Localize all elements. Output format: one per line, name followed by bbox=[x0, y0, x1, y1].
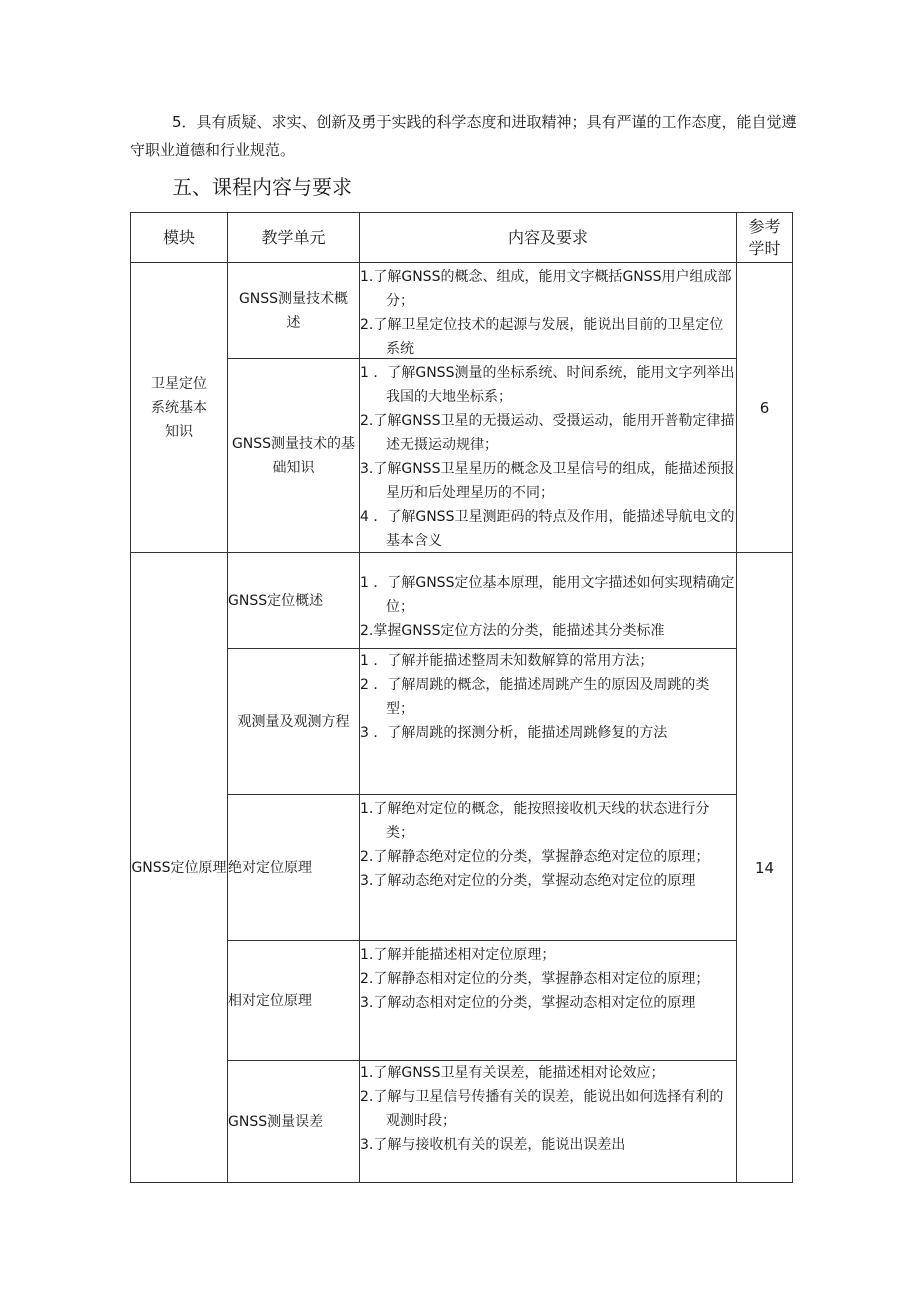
requirement-item: 2.了解与卫星信号传播有关的误差，能说出如何选择有利的观测时段； bbox=[360, 1089, 724, 1129]
table-row bbox=[131, 359, 793, 553]
unit-name: GNSS定位概述 bbox=[228, 553, 360, 649]
module-hours: 14 bbox=[737, 553, 793, 1183]
header-content: 内容及要求 bbox=[360, 213, 737, 263]
table-row bbox=[131, 941, 793, 1061]
requirement-item: 2 ．了解周跳的概念，能描述周跳产生的原因及周跳的类型； bbox=[360, 677, 710, 717]
requirement-item: 2.了解静态绝对定位的分类，掌握静态绝对定位的原理； bbox=[360, 848, 710, 865]
module-hours: 6 bbox=[737, 263, 793, 553]
requirement-item: 3.了解GNSS卫星星历的概念及卫星信号的组成，能描述预报星历和后处理星历的不同； bbox=[360, 460, 735, 501]
requirement-item: 1.了解并能描述相对定位原理； bbox=[360, 946, 556, 963]
requirement-item: 2.了解静态相对定位的分类，掌握静态相对定位的原理； bbox=[360, 970, 710, 987]
unit-name: 相对定位原理 bbox=[228, 941, 360, 1061]
table-row bbox=[131, 649, 793, 795]
requirement-item: 3.了解动态绝对定位的分类，掌握动态绝对定位的原理 bbox=[360, 872, 696, 889]
requirement-item: 3 ．了解周跳的探测分析，能描述周跳修复的方法 bbox=[360, 725, 668, 741]
section-heading: 五、课程内容与要求 bbox=[172, 175, 352, 199]
intro-paragraph: 5．具有质疑、求实、创新及勇于实践的科学态度和进取精神；具有严谨的工作态度，能自觉遵守职业道德和行业规范。 bbox=[130, 113, 797, 159]
requirement-item: 3.了解与接收机有关的误差，能说出误差出 bbox=[360, 1137, 626, 1153]
course-content-table bbox=[130, 212, 793, 1183]
unit-content bbox=[360, 359, 737, 553]
requirement-item: 2.了解卫星定位技术的起源与发展，能说出目前的卫星定位系统 bbox=[360, 316, 724, 357]
unit-content bbox=[360, 649, 737, 795]
table-row bbox=[131, 795, 793, 941]
requirement-item: 1 ．了解GNSS定位基本原理，能用文字描述如何实现精确定位； bbox=[360, 574, 735, 615]
requirement-item: 1.了解绝对定位的概念，能按照接收机天线的状态进行分类； bbox=[360, 800, 710, 841]
unit-name: GNSS测量技术的基础知识 bbox=[228, 359, 360, 553]
requirement-item: 4 ．了解GNSS卫星测距码的特点及作用，能描述导航电文的基本含义 bbox=[360, 508, 735, 549]
requirement-item: 2.了解GNSS卫星的无摄运动、受摄运动，能用开普勒定律描述无摄运动规律； bbox=[360, 412, 735, 453]
table-header-row bbox=[131, 213, 793, 263]
header-unit: 教学单元 bbox=[228, 213, 360, 263]
requirement-item: 3.了解动态相对定位的分类，掌握动态相对定位的原理 bbox=[360, 994, 696, 1011]
header-hours: 参考学时 bbox=[737, 213, 793, 263]
unit-content bbox=[360, 941, 737, 1061]
unit-content bbox=[360, 795, 737, 941]
requirement-item: 1.了解GNSS卫星有关误差，能描述相对论效应； bbox=[360, 1065, 665, 1081]
table-row bbox=[131, 553, 793, 649]
unit-content bbox=[360, 263, 737, 359]
module-name: GNSS定位原理 bbox=[131, 553, 228, 1183]
unit-name: 观测量及观测方程 bbox=[228, 649, 360, 795]
unit-content bbox=[360, 1061, 737, 1183]
unit-name: 绝对定位原理 bbox=[228, 795, 360, 941]
unit-content bbox=[360, 553, 737, 649]
requirement-item: 1 ．了解并能描述整周未知数解算的常用方法； bbox=[360, 653, 654, 669]
requirement-item: 1 ．了解GNSS测量的坐标系统、时间系统，能用文字列举出我国的大地坐标系； bbox=[360, 364, 735, 405]
table-row bbox=[131, 1061, 793, 1183]
unit-name: GNSS测量技术概述 bbox=[228, 263, 360, 359]
requirement-item: 1.了解GNSS的概念、组成，能用文字概括GNSS用户组成部分； bbox=[360, 268, 732, 309]
header-module: 模块 bbox=[131, 213, 228, 263]
module-name: 卫星定位系统基本知识 bbox=[131, 263, 228, 553]
unit-name: GNSS测量误差 bbox=[228, 1061, 360, 1183]
table-row bbox=[131, 263, 793, 359]
requirement-item: 2.掌握GNSS定位方法的分类，能描述其分类标准 bbox=[360, 622, 665, 639]
